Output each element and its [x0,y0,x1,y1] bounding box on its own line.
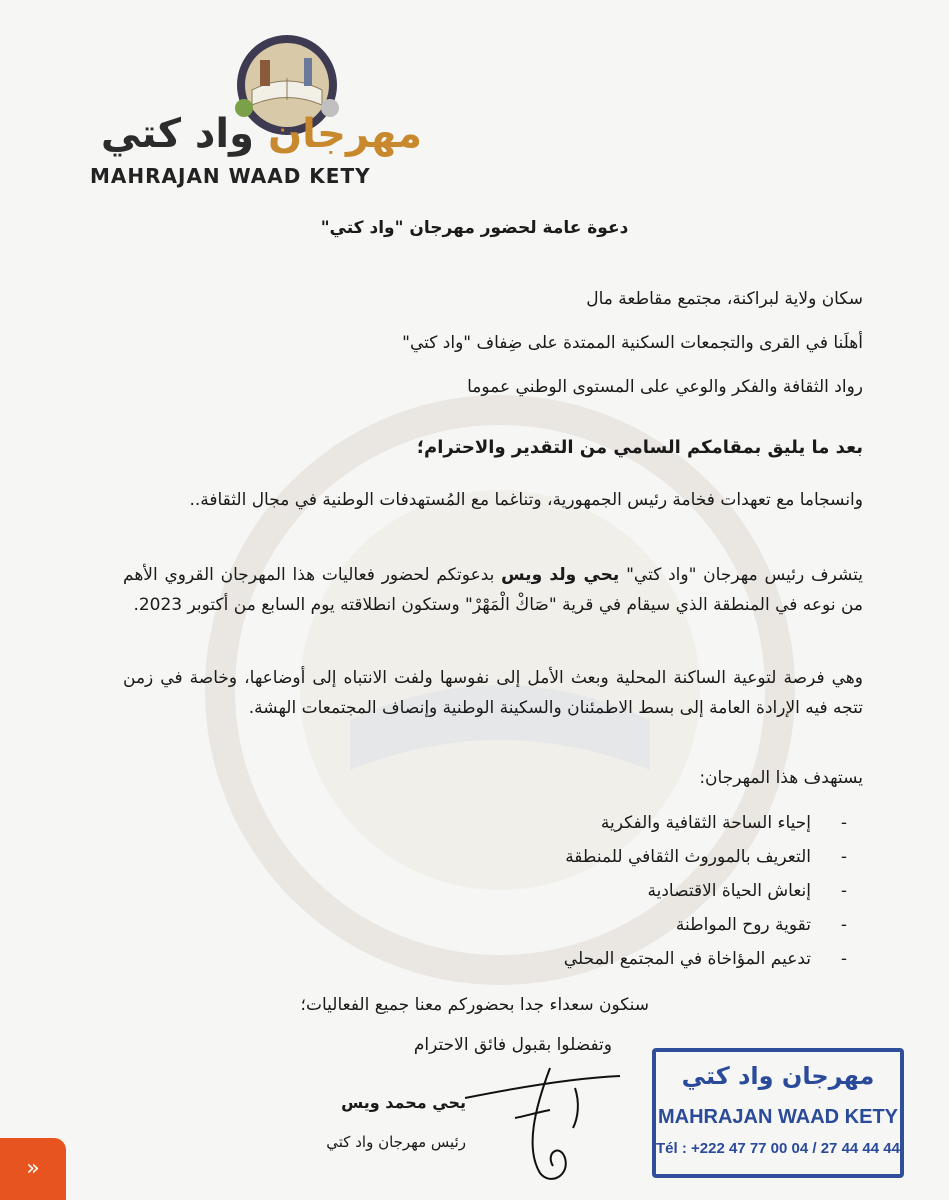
address-line: رواد الثقافة والفكر والوعي على المستوى الوطني عموما [467,377,863,397]
goals-intro: يستهدف هذا المهرجان: [699,768,863,788]
document-title: دعوة عامة لحضور مهرجان "واد كتي" [320,218,629,238]
president-name: يحي ولد ويس [501,565,620,585]
logo-arabic-name: مهرجان واد كتي [100,111,422,157]
list-item: -إحياء الساحة الثقافية والفكرية [600,813,848,833]
list-item: -تقوية روح المواطنة [675,915,848,935]
signer-name: يحي محمد ويس [341,1093,466,1112]
stamp-phone: Tél : +222 47 77 00 04 / 27 44 44 44 [656,1140,900,1157]
closing-line: سنكون سعداء جدا بحضوركم معنا جميع الفعاليات؛ [300,995,649,1015]
stamp-arabic: مهرجان واد كتي [681,1062,875,1090]
list-item: -إنعاش الحياة الاقتصادية [647,881,848,901]
paragraph: وهي فرصة لتوعية الساكنة المحلية وبعث الأمل إلى نفوسها ولفت الانتباه إلى أوضاعها، وخاصة في زمن تتجه فيه الإرادة العامة إلى بسط الاطمئنان والسكينة الوطنية وإنصاف المجتمعات الهشة. [123,668,863,718]
goals-list [564,806,857,976]
handwritten-signature [455,1058,625,1188]
double-chevron-right-icon: » [26,1156,40,1181]
paragraph: وانسجاما مع تعهدات فخامة رئيس الجمهورية، وتناغما مع المُستهدفات الوطنية في مجال الثقافة.. [189,490,863,510]
signer-role: رئيس مهرجان واد كتي [326,1133,466,1151]
next-page-button[interactable] [0,1138,66,1200]
address-line: سكان ولاية لبراكنة، مجتمع مقاطعة مال [586,289,863,309]
closing-line: وتفضلوا بقبول فائق الاحترام [413,1035,612,1055]
list-item: -تدعيم المؤاخاة في المجتمع المحلي [563,949,848,969]
logo-latin-name: MAHRAJAN WAAD KETY [90,164,371,188]
stamp-latin: MAHRAJAN WAAD KETY [658,1106,898,1128]
festival-logo [62,30,422,188]
official-stamp [652,1048,904,1178]
salutation: بعد ما يليق بمقامكم السامي من التقدير والاحترام؛ [416,437,863,458]
paragraph: يتشرف رئيس مهرجان "واد كتي" يحي ولد ويس بدعوتكم لحضور فعاليات هذا المهرجان القروي الأهم من نوعه في المنطقة الذي سيقام في قرية "صَاكْ الْمَهْرْ" وستكون انطلاقته يوم السابع من أكتوبر 2023. [123,565,863,615]
list-item: -التعريف بالموروث الثقافي للمنطقة [565,847,848,867]
address-line: أهلَنا في القرى والتجمعات السكنية الممتدة على ضِفاف "واد كتي" [402,333,863,353]
